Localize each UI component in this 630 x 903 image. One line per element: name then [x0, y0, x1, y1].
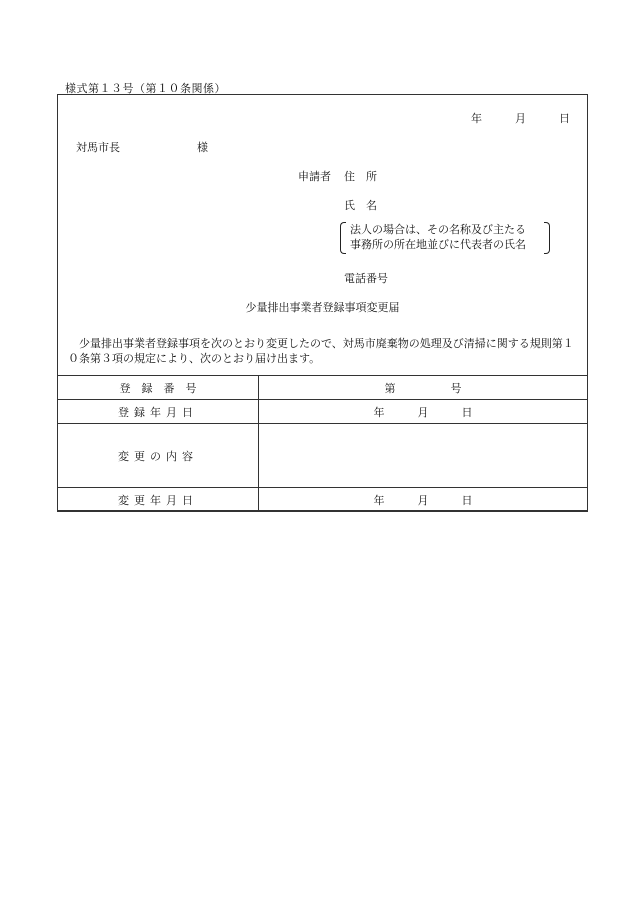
registration-date-label: 登録年月日	[58, 400, 259, 424]
form-frame	[57, 94, 588, 511]
applicant-label: 申請者	[298, 170, 331, 183]
name-label: 氏 名	[344, 199, 377, 212]
right-bracket	[544, 222, 550, 254]
submission-date	[471, 110, 570, 126]
change-content-value	[259, 424, 588, 488]
form-number: 様式第１３号（第１０条関係）	[65, 82, 226, 95]
left-bracket	[340, 222, 346, 254]
honorific: 様	[197, 141, 208, 154]
table-row	[58, 488, 588, 512]
registration-table	[57, 375, 588, 512]
corp-note-line-1: 法人の場合は、その名称及び主たる	[350, 223, 526, 236]
table-row	[58, 424, 588, 488]
change-date-value: 年 月 日	[259, 488, 588, 512]
addressee	[76, 139, 208, 155]
address-label: 住 所	[344, 170, 377, 183]
table-row	[58, 400, 588, 424]
registration-date-value: 年 月 日	[259, 400, 588, 424]
registration-number-label: 登 録 番 号	[58, 376, 259, 400]
addressee-name: 対馬市長	[76, 141, 120, 154]
registration-number-value: 第 号	[259, 376, 588, 400]
document-title: 少量排出事業者登録事項変更届	[245, 301, 400, 314]
corp-note-line-2: 事務所の所在地並びに代表者の氏名	[350, 238, 526, 251]
change-content-label: 変更の内容	[58, 424, 259, 488]
table-row	[58, 376, 588, 400]
change-date-label: 変更年月日	[58, 488, 259, 512]
date-year: 年	[471, 112, 482, 125]
body-text: 少量排出事業者登録事項を次のとおり変更したので、対馬市廃棄物の処理及び清掃に関する規則第１０条第３項の規定により、次のとおり届け出ます。	[68, 337, 574, 365]
date-day: 日	[559, 112, 570, 125]
corporation-note	[340, 221, 550, 253]
phone-label: 電話番号	[344, 272, 388, 285]
date-month: 月	[515, 112, 526, 125]
